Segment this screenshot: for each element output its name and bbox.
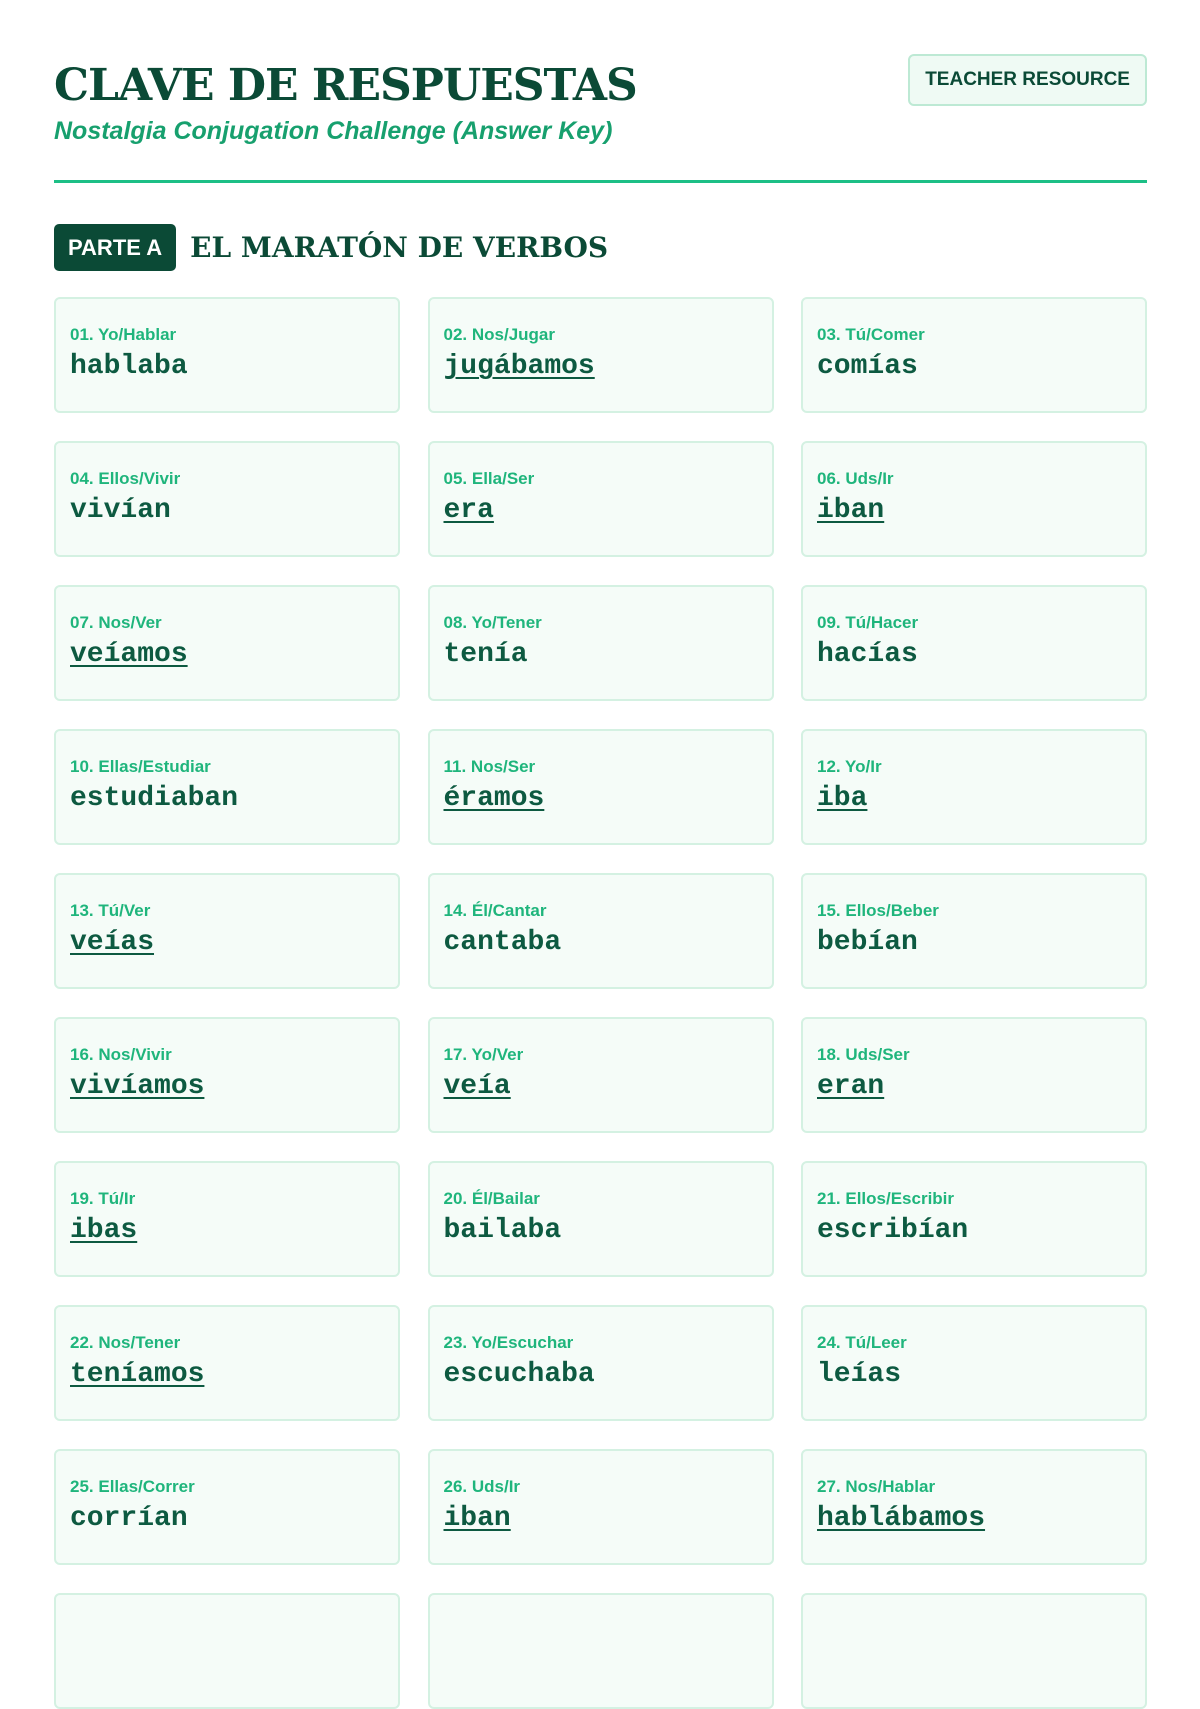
card-prompt: 18. Uds/Ser	[817, 1045, 910, 1064]
card-answer: veía	[443, 1071, 511, 1102]
card-prompt: 12. Yo/Ir	[817, 757, 882, 776]
card-prompt: 06. Uds/Ir	[817, 469, 894, 488]
card-prompt: 05. Ella/Ser	[443, 469, 535, 488]
card-answer: leías	[817, 1359, 902, 1390]
card-prompt: 07. Nos/Ver	[70, 613, 162, 632]
answer-card	[801, 297, 1147, 413]
card-answer: veíamos	[70, 639, 188, 670]
answer-card	[801, 585, 1147, 701]
card-answer: veías	[70, 927, 155, 958]
answer-card	[801, 729, 1147, 845]
answer-card	[54, 873, 400, 989]
card-answer: escuchaba	[443, 1359, 595, 1390]
answer-card-partial	[428, 1593, 774, 1709]
card-answer: hablaba	[70, 351, 188, 382]
card-prompt: 03. Tú/Comer	[817, 325, 925, 344]
answer-card-partial	[54, 1593, 400, 1709]
answer-key-page	[54, 0, 1147, 1600]
card-answer: vivíamos	[70, 1071, 205, 1102]
answer-card	[54, 585, 400, 701]
card-answer: bailaba	[443, 1215, 562, 1246]
card-answer: escribían	[817, 1215, 969, 1246]
answer-card	[54, 297, 400, 413]
page-subtitle: Nostalgia Conjugation Challenge (Answer Key)	[54, 117, 613, 145]
answer-card	[54, 1305, 400, 1421]
card-answer: eran	[817, 1071, 885, 1102]
card-answer: corrían	[70, 1503, 188, 1534]
card-answer: iban	[817, 495, 885, 526]
card-answer: cantaba	[443, 927, 562, 958]
card-prompt: 17. Yo/Ver	[443, 1045, 524, 1064]
card-answer: tenía	[443, 639, 528, 670]
card-answer: comías	[817, 351, 918, 382]
card-answer: iban	[443, 1503, 511, 1534]
card-prompt: 15. Ellos/Beber	[817, 901, 939, 920]
answer-card	[428, 873, 774, 989]
answer-card	[801, 1161, 1147, 1277]
card-prompt: 02. Nos/Jugar	[443, 325, 555, 344]
card-answer: bebían	[817, 927, 918, 958]
answer-card	[428, 1161, 774, 1277]
card-prompt: 16. Nos/Vivir	[70, 1045, 172, 1064]
header-divider	[54, 180, 1147, 183]
card-prompt: 19. Tú/Ir	[70, 1189, 136, 1208]
card-answer: hablábamos	[817, 1503, 986, 1534]
card-answer: teníamos	[70, 1359, 205, 1390]
card-prompt: 20. Él/Bailar	[443, 1189, 540, 1208]
teacher-resource-badge: TEACHER RESOURCE	[908, 54, 1147, 106]
answer-card	[801, 441, 1147, 557]
card-prompt: 10. Ellas/Estudiar	[70, 757, 211, 776]
page-header	[54, 52, 1147, 182]
answer-card	[54, 1161, 400, 1277]
card-answer: vivían	[70, 495, 171, 526]
section-a-title: EL MARATÓN DE VERBOS	[190, 230, 609, 264]
answer-card	[428, 729, 774, 845]
part-a-badge: PARTE A	[54, 224, 176, 271]
answer-card	[54, 1449, 400, 1565]
card-prompt: 04. Ellos/Vivir	[70, 469, 181, 488]
answer-card	[54, 1017, 400, 1133]
card-prompt: 01. Yo/Hablar	[70, 325, 177, 344]
card-prompt: 13. Tú/Ver	[70, 901, 151, 920]
answer-card-partial	[801, 1593, 1147, 1709]
answer-card	[428, 1305, 774, 1421]
card-answer: ibas	[70, 1215, 138, 1246]
answer-card	[428, 585, 774, 701]
card-prompt: 27. Nos/Hablar	[817, 1477, 936, 1496]
answer-card	[801, 1305, 1147, 1421]
card-prompt: 14. Él/Cantar	[443, 901, 547, 920]
page-title: CLAVE DE RESPUESTAS	[54, 60, 637, 111]
card-answer: era	[443, 495, 494, 526]
card-prompt: 25. Ellas/Correr	[70, 1477, 195, 1496]
answer-card	[428, 441, 774, 557]
answer-card	[801, 1449, 1147, 1565]
answer-card	[54, 441, 400, 557]
answer-card	[428, 297, 774, 413]
card-prompt: 08. Yo/Tener	[443, 613, 542, 632]
card-prompt: 22. Nos/Tener	[70, 1333, 181, 1352]
card-prompt: 23. Yo/Escuchar	[443, 1333, 574, 1352]
answer-card	[54, 729, 400, 845]
answer-card	[428, 1449, 774, 1565]
card-answer: iba	[817, 783, 868, 814]
card-prompt: 24. Tú/Leer	[817, 1333, 907, 1352]
card-prompt: 11. Nos/Ser	[443, 757, 536, 776]
card-prompt: 09. Tú/Hacer	[817, 613, 919, 632]
section-a-header	[54, 223, 608, 271]
answer-card	[428, 1017, 774, 1133]
card-answer: hacías	[817, 639, 918, 670]
answer-card	[801, 1017, 1147, 1133]
card-prompt: 21. Ellos/Escribir	[817, 1189, 955, 1208]
card-answer: jugábamos	[443, 351, 595, 382]
card-answer: estudiaban	[70, 783, 239, 814]
card-answer: éramos	[443, 783, 545, 814]
card-prompt: 26. Uds/Ir	[443, 1477, 521, 1496]
verb-answer-grid	[54, 297, 1147, 1709]
answer-card	[801, 873, 1147, 989]
